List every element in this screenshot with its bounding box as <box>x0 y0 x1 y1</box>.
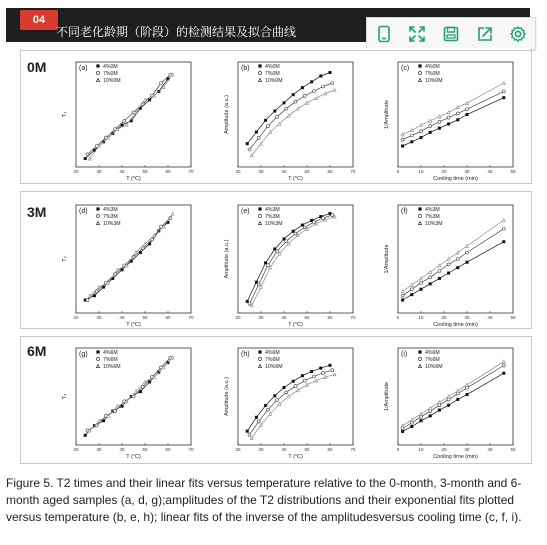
data-point <box>456 112 459 115</box>
share-icon <box>476 25 494 43</box>
legend-marker <box>96 207 99 210</box>
x-tick-label: 60 <box>165 169 171 174</box>
legend-label: 7%3M <box>425 214 440 220</box>
panel-label: (b) <box>241 65 250 72</box>
x-tick-label: 40 <box>119 169 125 174</box>
legend-marker <box>96 71 99 74</box>
phone-icon <box>375 25 393 43</box>
legend-label: 10%6M <box>265 364 283 370</box>
data-point <box>410 140 413 143</box>
data-point <box>447 398 450 401</box>
data-point <box>410 288 413 291</box>
data-point <box>401 299 404 302</box>
data-point <box>447 404 450 407</box>
legend-label: 7%0M <box>103 71 118 77</box>
legend-label: 4%3M <box>103 207 118 213</box>
data-point <box>401 145 404 148</box>
y-axis-label: Amplitude (a.u.) <box>224 377 230 416</box>
section-title: 不同老化龄期（阶段）的检测结果及拟合曲线 <box>56 25 297 39</box>
data-point <box>255 131 258 134</box>
x-tick-label: 60 <box>327 447 333 452</box>
x-axis-label: T (°C) <box>126 322 141 328</box>
x-tick-label: 20 <box>235 169 241 174</box>
x-tick-label: 40 <box>487 169 493 174</box>
data-point <box>438 277 441 280</box>
x-axis-label: T (°C) <box>288 454 303 460</box>
data-point <box>276 115 279 118</box>
legend-label: 4%6M <box>103 350 118 356</box>
x-tick-label: 40 <box>119 315 125 320</box>
data-point <box>303 94 306 97</box>
data-point <box>310 80 313 83</box>
data-point <box>331 214 334 217</box>
data-point <box>410 425 413 428</box>
data-point <box>257 136 260 139</box>
data-point <box>283 386 286 389</box>
x-tick-label: 40 <box>119 447 125 452</box>
panel-label: (h) <box>241 351 250 358</box>
legend-label: 10%3M <box>425 221 443 227</box>
data-point <box>123 119 126 122</box>
x-tick-label: 50 <box>510 169 516 174</box>
legend-marker <box>258 64 261 67</box>
legend-label: 7%6M <box>425 357 440 363</box>
data-point <box>322 217 325 220</box>
legend-label: 4%0M <box>103 64 118 70</box>
data-point <box>420 281 423 284</box>
data-point <box>319 75 322 78</box>
data-point <box>502 240 505 243</box>
legend-label: 7%0M <box>425 71 440 77</box>
data-point <box>294 232 297 235</box>
data-point <box>401 138 404 141</box>
x-tick-label: 20 <box>73 315 79 320</box>
data-point <box>255 416 258 419</box>
data-point <box>502 364 505 367</box>
panel-label: (g) <box>79 351 88 358</box>
x-tick-label: 30 <box>96 169 102 174</box>
data-point <box>401 294 404 297</box>
x-tick-label: 70 <box>350 169 356 174</box>
legend-marker <box>96 350 99 353</box>
share-button[interactable] <box>468 18 502 49</box>
legend-marker <box>418 207 421 210</box>
data-point <box>331 369 334 372</box>
data-point <box>160 82 163 85</box>
panel-label: (a) <box>79 65 88 72</box>
data-point <box>84 434 87 437</box>
row-label: 3M <box>27 204 47 220</box>
data-point <box>466 261 469 264</box>
data-point <box>466 393 469 396</box>
panel-label: (i) <box>401 351 408 358</box>
x-tick-label: 50 <box>304 169 310 174</box>
data-point <box>303 379 306 382</box>
legend-label: 10%3M <box>103 221 121 227</box>
x-tick-label: 40 <box>281 447 287 452</box>
legend-label: 10%0M <box>265 78 283 84</box>
data-point <box>310 370 313 373</box>
data-point <box>502 96 505 99</box>
data-point <box>429 125 432 128</box>
x-tick-label: 20 <box>441 315 447 320</box>
data-point <box>294 385 297 388</box>
data-point <box>312 375 315 378</box>
legend-label: 4%3M <box>425 207 440 213</box>
legend-label: 10%6M <box>425 364 443 370</box>
data-point <box>294 100 297 103</box>
x-tick-label: 30 <box>258 315 264 320</box>
data-point <box>456 392 459 395</box>
data-point <box>429 282 432 285</box>
save-button[interactable] <box>434 18 468 49</box>
data-point <box>266 408 269 411</box>
legend-label: 10%3M <box>265 221 283 227</box>
y-axis-label: Amplitude (a.u.) <box>224 239 230 279</box>
panel-label: (c) <box>401 65 410 72</box>
legend-marker <box>418 350 421 353</box>
x-axis-label: Cooling time (min) <box>433 322 478 328</box>
legend-label: 7%0M <box>265 71 280 77</box>
x-tick-label: 70 <box>188 315 194 320</box>
legend-marker <box>418 71 421 74</box>
x-tick-label: 30 <box>258 169 264 174</box>
data-point <box>292 93 295 96</box>
expand-icon <box>408 25 426 43</box>
legend-label: 7%6M <box>265 357 280 363</box>
data-point <box>420 130 423 133</box>
legend-label: 4%3M <box>265 207 280 213</box>
legend-marker <box>258 207 261 210</box>
x-tick-label: 70 <box>350 315 356 320</box>
x-axis-label: Cooling time (min) <box>433 176 478 182</box>
data-point <box>447 122 450 125</box>
data-point <box>429 410 432 413</box>
y-axis-label: 1/Amplitude <box>384 244 390 274</box>
data-point <box>257 420 260 423</box>
x-tick-label: 10 <box>418 315 424 320</box>
data-point <box>438 269 441 272</box>
data-point <box>438 404 441 407</box>
x-tick-label: 70 <box>188 169 194 174</box>
panel-label: (e) <box>241 208 250 215</box>
y-axis-label: T₂ <box>62 111 68 118</box>
data-point <box>502 372 505 375</box>
legend-label: 10%6M <box>103 364 121 370</box>
data-point <box>285 107 288 110</box>
x-tick-label: 50 <box>304 447 310 452</box>
legend-label: 7%3M <box>265 214 280 220</box>
x-tick-label: 20 <box>235 315 241 320</box>
caption-text: Figure 5. T2 times and their linear fits versus temperature relative to the 0-month, 3-month and 6-month aged samples (a, d, g);amplitudes of the T2 distributions and their exponential fits plotted versus temperature (b, e, h); linear fits of the inverse of the amplitudesversus cooling time (c, f, i). <box>6 476 522 524</box>
legend-marker <box>96 64 99 67</box>
data-point <box>447 272 450 275</box>
x-tick-label: 0 <box>396 169 400 174</box>
data-point <box>447 263 450 266</box>
legend-label: 7%6M <box>103 357 118 363</box>
data-point <box>276 250 279 253</box>
x-axis-label: T (°C) <box>288 176 303 182</box>
expand-button[interactable] <box>401 18 435 49</box>
x-tick-label: 30 <box>464 447 470 452</box>
data-point <box>84 157 87 160</box>
data-point <box>456 258 459 261</box>
legend-marker <box>418 64 421 67</box>
data-point <box>438 127 441 130</box>
legend-label: 4%0M <box>425 64 440 70</box>
section-number-badge: 04 <box>20 10 58 30</box>
data-point <box>401 427 404 430</box>
data-point <box>410 134 413 137</box>
data-point <box>285 240 288 243</box>
legend-marker <box>258 71 261 74</box>
data-point <box>420 415 423 418</box>
data-point <box>502 90 505 93</box>
x-axis-label: T (°C) <box>126 176 141 182</box>
data-point <box>420 288 423 291</box>
data-point <box>438 409 441 412</box>
data-point <box>447 116 450 119</box>
x-tick-label: 60 <box>327 315 333 320</box>
legend-label: 4%6M <box>425 350 440 356</box>
x-tick-label: 70 <box>350 447 356 452</box>
data-point <box>429 131 432 134</box>
y-axis-label: 1/Amplitude <box>384 99 390 130</box>
y-axis-label: 1/Amplitude <box>384 381 390 412</box>
panel-label: (d) <box>79 208 88 215</box>
data-point <box>292 380 295 383</box>
x-tick-label: 60 <box>165 447 171 452</box>
legend-label: 10%0M <box>425 78 443 84</box>
data-point <box>257 283 260 286</box>
x-axis-label: T (°C) <box>288 322 303 328</box>
x-tick-label: 50 <box>142 169 148 174</box>
data-point <box>401 430 404 433</box>
legend-label: 4%6M <box>265 350 280 356</box>
data-point <box>86 153 89 156</box>
x-tick-label: 60 <box>165 315 171 320</box>
legend-marker <box>258 357 261 360</box>
data-point <box>329 71 332 74</box>
panel-label: (f) <box>401 208 408 215</box>
x-tick-label: 30 <box>258 447 264 452</box>
data-point <box>246 430 249 433</box>
x-tick-label: 20 <box>441 169 447 174</box>
data-point <box>456 266 459 269</box>
figure-caption <box>6 475 542 526</box>
data-point <box>276 398 279 401</box>
x-tick-label: 30 <box>464 169 470 174</box>
figure-image[interactable] <box>6 48 530 463</box>
x-tick-label: 50 <box>304 315 310 320</box>
row-label: 6M <box>27 343 47 359</box>
data-point <box>438 120 441 123</box>
y-axis-label: Amplitude (a.u.) <box>224 95 230 134</box>
data-point <box>301 86 304 89</box>
x-tick-label: 20 <box>441 447 447 452</box>
plot-frame <box>398 348 513 445</box>
data-point <box>285 391 288 394</box>
x-tick-label: 0 <box>396 447 400 452</box>
data-point <box>420 419 423 422</box>
data-point <box>273 110 276 113</box>
x-tick-label: 10 <box>418 447 424 452</box>
legend-label: 4%0M <box>265 64 280 70</box>
data-point <box>312 220 315 223</box>
data-point <box>322 85 325 88</box>
data-point <box>273 394 276 397</box>
settings-icon <box>509 25 527 43</box>
data-point <box>456 398 459 401</box>
data-point <box>466 251 469 254</box>
legend-marker <box>418 357 421 360</box>
data-point <box>331 82 334 85</box>
y-axis-label: T₂ <box>62 256 68 262</box>
x-tick-label: 30 <box>96 315 102 320</box>
data-point <box>303 226 306 229</box>
data-point <box>248 148 251 151</box>
x-tick-label: 50 <box>142 447 148 452</box>
legend-marker <box>96 214 99 217</box>
x-tick-label: 70 <box>188 447 194 452</box>
phone-preview-button[interactable] <box>367 18 401 49</box>
data-point <box>466 386 469 389</box>
data-point <box>246 142 249 145</box>
figure-charts <box>6 48 530 463</box>
data-point <box>420 136 423 139</box>
data-point <box>266 264 269 267</box>
x-tick-label: 40 <box>487 447 493 452</box>
legend-marker <box>258 214 261 217</box>
x-tick-label: 60 <box>327 169 333 174</box>
data-point <box>266 125 269 128</box>
data-point <box>329 364 332 367</box>
legend-label: 10%0M <box>103 78 121 84</box>
plot-frame <box>238 205 353 313</box>
x-axis-label: Cooling time (min) <box>433 454 478 460</box>
data-point <box>410 421 413 424</box>
data-point <box>410 293 413 296</box>
x-tick-label: 40 <box>487 315 493 320</box>
x-tick-label: 10 <box>418 169 424 174</box>
plot-frame <box>398 205 513 313</box>
data-point <box>319 367 322 370</box>
data-point <box>502 227 505 230</box>
data-point <box>312 90 315 93</box>
x-tick-label: 0 <box>396 315 400 320</box>
x-tick-label: 20 <box>73 169 79 174</box>
data-point <box>283 101 286 104</box>
data-point <box>301 374 304 377</box>
legend-marker <box>96 357 99 360</box>
x-tick-label: 30 <box>96 447 102 452</box>
x-tick-label: 30 <box>464 315 470 320</box>
x-tick-label: 50 <box>510 315 516 320</box>
legend-marker <box>258 350 261 353</box>
data-point <box>466 113 469 116</box>
row-label: 0M <box>27 59 47 75</box>
x-tick-label: 20 <box>73 447 79 452</box>
legend-marker <box>418 214 421 217</box>
data-point <box>248 302 251 305</box>
data-point <box>466 108 469 111</box>
data-point <box>86 299 89 302</box>
plot-frame <box>238 348 353 445</box>
legend-label: 7%3M <box>103 214 118 220</box>
x-tick-label: 50 <box>510 447 516 452</box>
settings-button[interactable] <box>501 18 535 49</box>
data-point <box>248 433 251 436</box>
data-point <box>456 118 459 121</box>
y-axis-label: T₂ <box>62 393 68 400</box>
data-point <box>264 404 267 407</box>
x-tick-label: 40 <box>281 315 287 320</box>
data-point <box>429 414 432 417</box>
image-toolbar <box>366 17 536 50</box>
x-tick-label: 20 <box>235 447 241 452</box>
data-point <box>322 371 325 374</box>
data-point <box>264 119 267 122</box>
x-axis-label: T (°C) <box>126 454 141 460</box>
save-icon <box>442 25 460 43</box>
x-tick-label: 40 <box>281 169 287 174</box>
x-tick-label: 50 <box>142 315 148 320</box>
data-point <box>429 276 432 279</box>
